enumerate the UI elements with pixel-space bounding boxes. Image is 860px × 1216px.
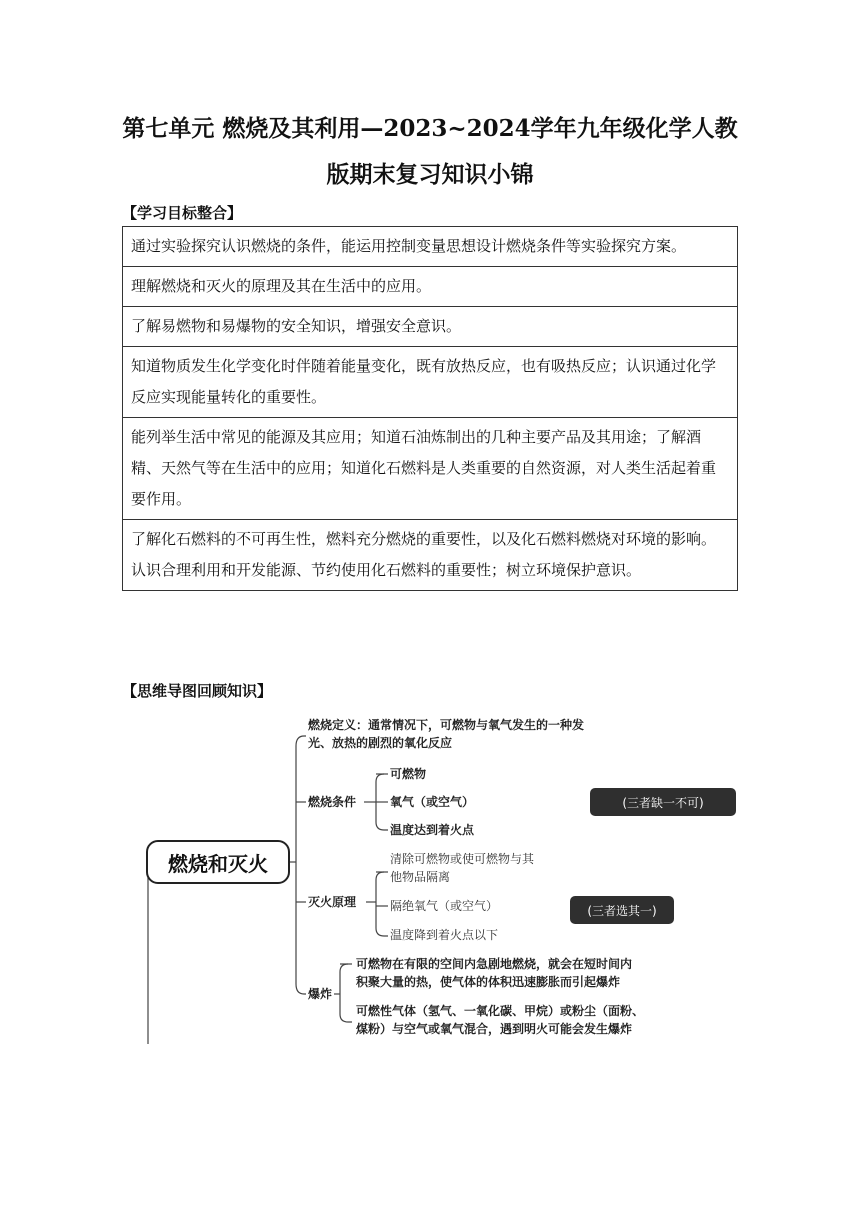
goal-cell: 知道物质发生化学变化时伴随着能量变化，既有放热反应，也有吸热反应；认识通过化学反应实现能量转化的重要性。 [123,347,738,418]
goal-cell: 了解易燃物和易爆物的安全知识，增强安全意识。 [123,307,738,347]
table-row [123,347,738,418]
page-title [110,106,750,198]
mind-map-root: 燃烧和灭火 [146,840,290,884]
table-row [123,520,738,591]
goal-cell: 通过实验探究认识燃烧的条件，能运用控制变量思想设计燃烧条件等实验探究方案。 [123,227,738,267]
table-row [123,227,738,267]
definition-line-1: 燃烧定义：通常情况下，可燃物与氧气发生的一种发 [308,718,585,732]
table-row [123,307,738,347]
mind-map [146,712,746,1044]
extinguish-label: 灭火原理 [308,895,357,909]
extinguish-note-badge: (三者选其一) [570,896,674,924]
extinguish-item-3: 温度降到着火点以下 [390,928,499,942]
explosion-item-1-line-1: 可燃物在有限的空间内急剧地燃烧，就会在短时间内 [356,957,633,971]
definition-line-2: 光、放热的剧烈的氧化反应 [308,736,453,750]
mindmap-heading: 【思维导图回顾知识】 [122,682,273,700]
extinguish-item-1-line-2: 他物品隔离 [390,870,451,884]
conditions-note-badge: (三者缺一不可) [590,788,736,816]
title-line-1: 第七单元 燃烧及其利用—2023~2024学年九年级化学人教 [122,115,738,142]
title-line-2: 版期末复习知识小锦 [326,161,534,188]
condition-item: 温度达到着火点 [390,823,475,837]
trunk-top-curve [296,736,306,746]
extinguish-bracket-line [376,872,388,936]
table-row [123,267,738,307]
condition-item: 氧气（或空气） [390,795,475,809]
goal-cell: 了解化石燃料的不可再生性，燃料充分燃烧的重要性，以及化石燃料燃烧对环境的影响。认识合理利用和开发能源、节约使用化石燃料的重要性；树立环境保护意识。 [123,520,738,591]
goals-heading: 【学习目标整合】 [122,204,243,222]
condition-item: 可燃物 [390,767,427,781]
explosion-item-2-line-1: 可燃性气体（氢气、一氧化碳、甲烷）或粉尘（面粉、 [356,1004,645,1018]
explosion-item-2-line-2: 煤粉）与空气或氧气混合，遇到明火可能会发生爆炸 [356,1022,633,1036]
extinguish-item-2: 隔绝氧气（或空气） [390,899,499,913]
explosion-bracket-line [340,964,352,1022]
goal-cell: 能列举生活中常见的能源及其应用；知道石油炼制出的几种主要产品及其用途；了解酒精、天然气等在生活中的应用；知道化石燃料是人类重要的自然资源，对人类生活起着重要作用。 [123,418,738,520]
explosion-label: 爆炸 [308,987,333,1001]
conditions-label: 燃烧条件 [308,795,357,809]
table-row [123,418,738,520]
explosion-item-1-line-2: 积聚大量的热，使气体的体积迅速膨胀而引起爆炸 [356,975,621,989]
goals-table [122,226,738,591]
extinguish-item-1-line-1: 清除可燃物或使可燃物与其 [390,852,535,866]
main-trunk-line [296,746,306,994]
goal-cell: 理解燃烧和灭火的原理及其在生活中的应用。 [123,267,738,307]
